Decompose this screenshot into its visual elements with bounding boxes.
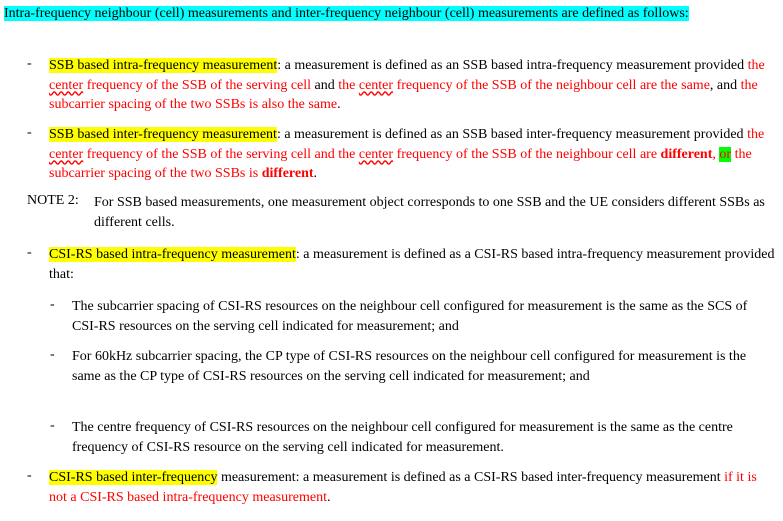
- csirs-inter-paragraph: [49, 468, 777, 507]
- sub-item-3-text: The centre frequency of CSI-RS resources on the neighbour cell configured for measurement is the same as the centre frequency of CSI-RS resource on the serving cell indicated for measurement.: [72, 420, 733, 455]
- ssb-intra-text-2: and: [311, 77, 339, 93]
- dash-bullet: -: [50, 297, 55, 312]
- ssb-inter-text-1: : a measurement is defined as an SSB based inter-frequency measurement provided: [276, 127, 748, 142]
- ssb-intra-text-4: .: [337, 97, 341, 112]
- dash-bullet: -: [27, 245, 32, 260]
- ssb-inter-red-2: the subcarrier spacing of the two SSBs is different: [49, 146, 752, 181]
- sub-item-1-text: The subcarrier spacing of CSI-RS resources on the neighbour cell configured for measurement is the same as the SCS of CSI-RS resources on the serving cell indicated for measurement; and: [72, 299, 748, 334]
- csirs-inter-red: if it is not a CSI-RS based intra-frequency measurement: [49, 470, 757, 505]
- ssb-inter-or: or: [719, 146, 732, 162]
- csirs-inter-title: CSI-RS based inter-frequency: [49, 470, 218, 485]
- intro-paragraph: [4, 4, 764, 24]
- ssb-inter-paragraph: [49, 125, 777, 184]
- dash-bullet: -: [50, 418, 55, 433]
- ssb-intra-title: SSB based intra-frequency measurement: [49, 58, 278, 73]
- dash-bullet: -: [27, 125, 32, 140]
- ssb-inter-bold-1: different: [660, 146, 713, 162]
- csirs-inter-text-1: measurement: a measurement is defined as a CSI-RS based inter-frequency measurement: [217, 470, 725, 485]
- csirs-intra-paragraph: [49, 245, 777, 284]
- csirs-inter-text-2: .: [326, 489, 331, 505]
- dash-bullet: -: [27, 56, 32, 71]
- ssb-inter-text-2: .: [313, 166, 318, 181]
- note-text: For SSB based measurements, one measurement object corresponds to one SSB and the UE considers different SSBs as different cells.: [94, 195, 765, 230]
- dash-bullet: -: [27, 468, 32, 483]
- csirs-intra-title: CSI-RS based intra-frequency measurement: [49, 247, 296, 262]
- ssb-intra-text-3: , and: [709, 77, 741, 93]
- ssb-inter-title: SSB based inter-frequency measurement: [49, 127, 277, 142]
- ssb-intra-paragraph: [49, 56, 777, 115]
- ssb-intra-red-1: the center frequency of the SSB of the serving cell: [49, 58, 765, 93]
- intro-text: Intra-frequency neighbour (cell) measurements and inter-frequency neighbour (cell) measurements are defined as follows:: [4, 6, 689, 21]
- dash-bullet: -: [50, 347, 55, 362]
- csirs-intra-text: : a measurement is defined as a CSI-RS based intra-frequency measurement provided that:: [49, 247, 775, 282]
- ssb-inter-comma: ,: [712, 146, 720, 162]
- ssb-intra-red-2: the center frequency of the SSB of the neighbour cell are the same: [338, 77, 710, 93]
- ssb-inter-bold-2: different: [261, 166, 314, 181]
- ssb-inter-red-1: the center frequency of the SSB of the serving cell and the center frequency of the SSB of the neighbour cell are different: [49, 127, 765, 162]
- ssb-intra-red-3: the subcarrier spacing of the two SSBs is also the same: [49, 77, 758, 112]
- note-label: NOTE 2:: [27, 193, 79, 208]
- sub-item-2-text: For 60kHz subcarrier spacing, the CP type of CSI-RS resources on the neighbour cell configured for measurement is the same as the CP type of CSI-RS resources on the serving cell indicated for measurement; and: [72, 349, 747, 384]
- ssb-intra-text-1: : a measurement is defined as an SSB based intra-frequency measurement provided: [277, 58, 748, 73]
